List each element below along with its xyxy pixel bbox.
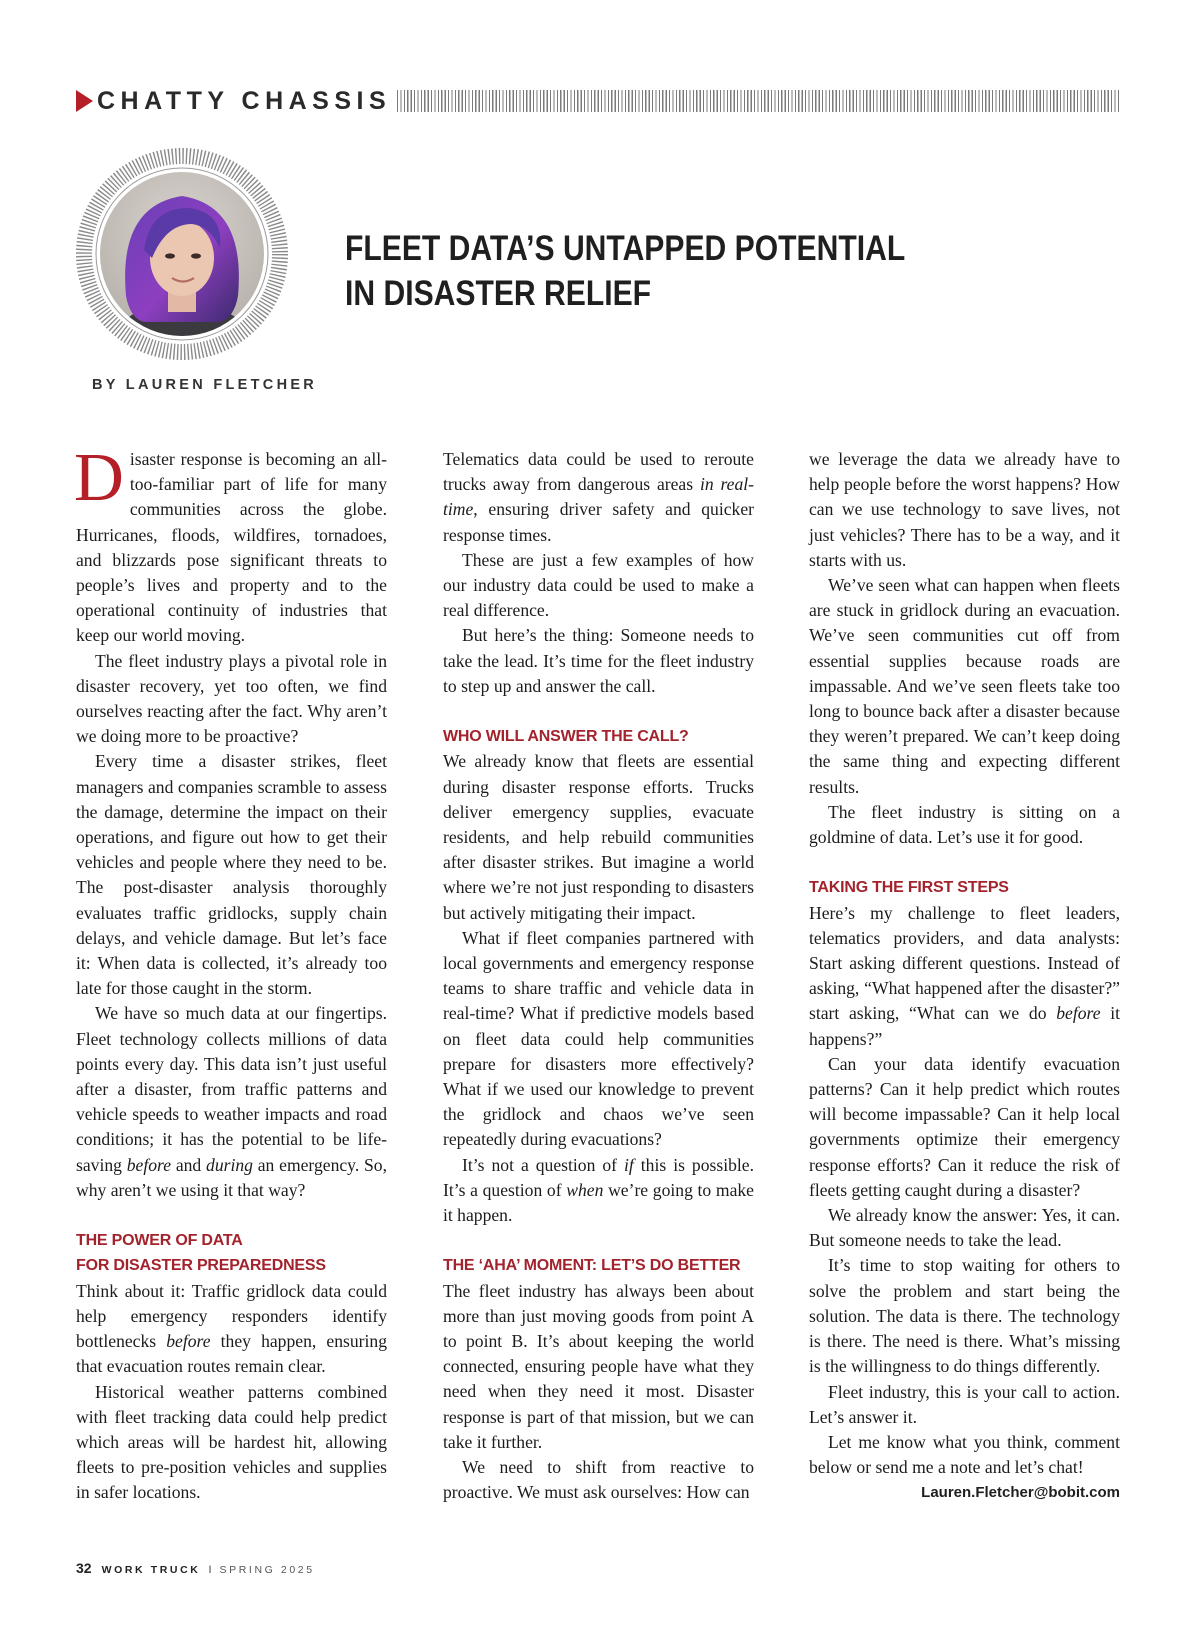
paragraph: Historical weather patterns combined with fleet tracking data could help predict which areas will be hardest hit, allowing fleets to pre-position vehicles and supplies in safer locations. (76, 1381, 387, 1503)
paragraph-text: isaster response is becoming an all-too-familiar part of life for many communities across the globe. Hurricanes, floods, wildfires, tornadoes, and blizzards pose significant threats to people’s lives and property and to the operational continuity of industries that keep our world moving. (76, 449, 387, 646)
footer-separator: I (208, 1564, 212, 1576)
paragraph: What if fleet companies partnered with local governments and emergency response teams to share traffic and vehicle data in real-time? What if predictive models based on fleet data could help communities prepare for disasters more effectively? What if we used our knowledge to prevent the gridlock and chaos we’ve seen repeatedly during evacuations? (443, 927, 754, 1150)
paragraph: We’ve seen what can happen when fleets are stuck in gridlock during an evacuation. We’ve seen communities cut off from essential supplies because roads are impassable. And we’ve seen fleets take too long to bounce back after a disaster because they weren’t prepared. We can’t keep doing the same thing and expecting different results. (809, 575, 1120, 797)
paragraph: We already know the answer: Yes, it can. But someone needs to take the lead. (809, 1205, 1120, 1251)
paragraph: Let me know what you think, comment below or send me a note and let’s chat! (809, 1431, 1120, 1478)
author-photo (74, 146, 290, 362)
text-run: they happen, ensuring that evacuation routes remain clear. (76, 1331, 387, 1377)
text-run: an emergency. So, why aren’t we using it that way? (76, 1154, 388, 1200)
text-run: It’s not a question of (462, 1154, 625, 1175)
text-run: We have so much data at our fingertips. Fleet technology collects millions of data points every day. This data isn’t just useful after a disaster, from traffic patterns and vehicle speeds to weather impacts and road conditions; it has the potential to be life-saving (76, 1003, 387, 1175)
text-run: , ensuring driver safety and quicker response times. (443, 499, 754, 545)
hatched-rule (397, 90, 1120, 112)
right-triangle-icon (76, 90, 93, 112)
paragraph: Every time a disaster strikes, fleet managers and companies scramble to assess the damage, determine the impact on their operations, and figure out how to get their vehicles and people where they need to be. The post-disaster analysis thoroughly evaluates traffic gridlocks, supply chain delays, and vehicle damage. But let’s face it: When data is collected, it’s already too late for those caught in the storm. (76, 751, 387, 999)
paragraph: Fleet industry, this is your call to action. Let’s answer it. (809, 1381, 1120, 1427)
page-number: 32 (76, 1560, 92, 1576)
column-1 (74, 439, 388, 1506)
text-run: Telematics data could be used to reroute trucks away from dangerous areas (443, 449, 754, 495)
drop-cap: D (74, 439, 124, 515)
paragraph: We already know that fleets are essential during disaster response efforts. Trucks deliver emergency supplies, evacuate residents, and help rebuild communities after disaster strikes. But imagine a world where we’re not just responding to disasters but actively mitigating their impact. (443, 751, 754, 923)
section-label: CHATTY CHASSIS (97, 86, 392, 115)
text-run: we’re going to make it happen. (443, 1179, 754, 1226)
text-run: and (171, 1154, 207, 1175)
paragraph (74, 439, 387, 649)
subheading: WHO WILL ANSWER THE CALL? (443, 728, 689, 746)
magazine-name: WORK TRUCK (101, 1564, 201, 1576)
issue-label: SPRING 2025 (219, 1564, 315, 1576)
emphasis: before (1056, 1003, 1101, 1024)
paragraph (76, 1279, 387, 1380)
emphasis: if (624, 1154, 634, 1175)
paragraph: It’s time to stop waiting for others to solve the problem and start being the solution. The data is there. The technology is there. The need is there. What’s missing is the willingness to do things differently. (809, 1255, 1120, 1377)
paragraph: But here’s the thing: Someone needs to take the lead. It’s time for the fleet industry to step up and answer the call. (443, 625, 754, 696)
paragraph (76, 1001, 387, 1203)
page-footer (76, 1560, 315, 1576)
paragraph: These are just a few examples of how our industry data could be used to make a real difference. (443, 549, 754, 621)
text-run: it happens?” (809, 1003, 1120, 1049)
text-run: Think about it: Traffic gridlock data could help emergency responders identify bottlenecks (76, 1280, 387, 1352)
emphasis: before (126, 1154, 172, 1175)
article-title (345, 226, 905, 316)
title-line-1: FLEET DATA’S UNTAPPED POTENTIAL (345, 229, 906, 268)
column-2 (443, 447, 754, 1506)
byline: BY LAUREN FLETCHER (92, 377, 318, 393)
text-run: this is possible. It’s a question of (443, 1154, 754, 1200)
paragraph: we leverage the data we already have to help people before the worst happens? How can we use technology to save lives, not just vehicles? There has to be a way, and it starts with us. (809, 449, 1120, 570)
author-portrait-icon (74, 146, 290, 362)
subheading: THE ‘AHA’ MOMENT: LET’S DO BETTER (443, 1257, 741, 1275)
title-line-2: IN DISASTER RELIEF (345, 274, 652, 313)
paragraph: We need to shift from reactive to proactive. We must ask ourselves: How can (443, 1457, 754, 1503)
emphasis: in real-time (443, 474, 755, 520)
subheading (76, 1228, 387, 1278)
emphasis: before (166, 1331, 211, 1352)
section-header (76, 86, 1120, 116)
paragraph: The fleet industry is sitting on a goldmine of data. Let’s use it for good. (809, 801, 1120, 848)
text-run: Here’s my challenge to fleet leaders, telematics providers, and data analysts: Start asking different questions. Instead of asking, “What happened after the disaster?” start asking, “What can we do (809, 902, 1120, 1024)
emphasis: when (566, 1179, 604, 1200)
subheading-line: FOR DISASTER PREPAREDNESS (76, 1257, 326, 1275)
paragraph: Can your data identify evacuation patterns? Can it help predict which routes will become impassable? Can it help local governments optimize their emergency response efforts? Can it reduce the risk of fleets getting caught during a disaster? (809, 1053, 1120, 1200)
paragraph: The fleet industry plays a pivotal role in disaster recovery, yet too often, we find ourselves reacting after the fact. Why aren’t we doing more to be proactive? (76, 650, 387, 747)
paragraph (809, 901, 1120, 1052)
subheading: TAKING THE FIRST STEPS (809, 879, 1009, 897)
subheading-line: THE POWER OF DATA (76, 1232, 243, 1250)
paragraph: The fleet industry has always been about more than just moving goods from point A to point B. It’s about keeping the world connected, ensuring people have what they need when they need it most. Disaster response is part of that mission, but we can take it further. (443, 1280, 754, 1452)
paragraph (443, 447, 754, 548)
author-email-link[interactable]: Lauren.Fletcher@bobit.com (921, 1484, 1120, 1502)
paragraph (443, 1153, 754, 1229)
column-3 (809, 447, 1120, 1506)
emphasis: during (206, 1154, 253, 1175)
